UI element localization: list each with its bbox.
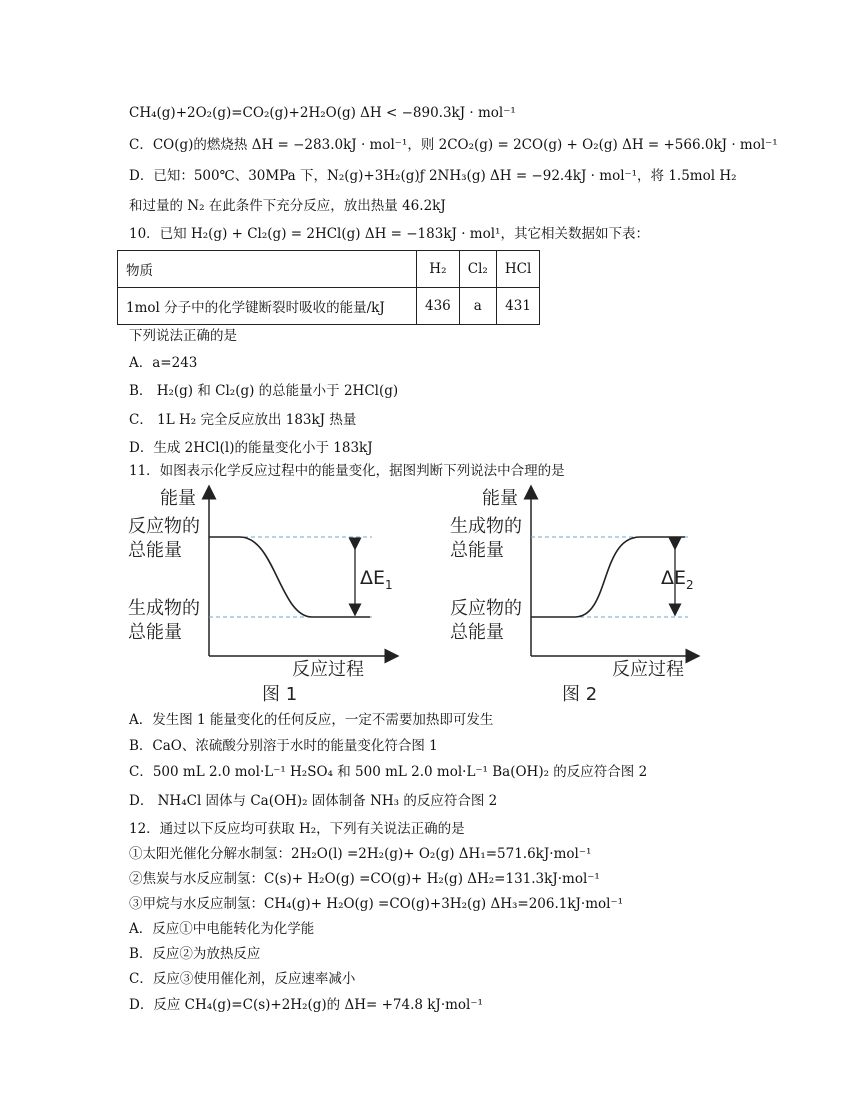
q12-stem: 12．通过以下反应均可获取 H₂，下列有关说法正确的是 — [129, 821, 465, 837]
fig2-lower-label-1: 反应物的 — [450, 598, 522, 619]
table-cell: a — [459, 288, 496, 325]
q9-option-c: C．CO(g)的燃烧热 ΔH = −283.0kJ · mol⁻¹，则 2CO₂(g) = 2CO(g) + O₂(g) ΔH = +566.0kJ · mol⁻¹ — [129, 137, 778, 153]
q11-option-d: D． NH₄Cl 固体与 Ca(OH)₂ 固体制备 NH₃ 的反应符合图 2 — [129, 793, 498, 809]
q12-reaction-3: ③甲烷与水反应制氢：CH₄(g)+ H₂O(g) =CO(g)+3H₂(g) ΔH₃=206.1kJ·mol⁻¹ — [129, 896, 624, 912]
table-header-cell: Cl₂ — [459, 251, 496, 288]
energy-diagrams — [0, 482, 860, 712]
fig2-delta-label: $\Delta E_2$ — [661, 567, 694, 592]
fig1-delta-label: $\Delta E_1$ — [360, 567, 393, 592]
q9-option-d: D．已知：500℃、30MPa 下，N₂(g)+3H₂(g)ƒ 2NH₃(g) ΔH = −92.4kJ · mol⁻¹，将 1.5mol H₂ — [129, 168, 737, 184]
fig1-caption: 图 1 — [262, 684, 298, 705]
fig2-x-label: 反应过程 — [612, 659, 684, 680]
fig1-energy-curve — [209, 537, 370, 617]
table-cell: 431 — [496, 288, 539, 325]
q11-option-c: C．500 mL 2.0 mol·L⁻¹ H₂SO₄ 和 500 mL 2.0 mol·L⁻¹ Ba(OH)₂ 的反应符合图 2 — [129, 764, 648, 780]
q10-option-a: A．a=243 — [129, 355, 198, 371]
table-header-cell: H₂ — [417, 251, 460, 288]
fig1-lower-label-1: 生成物的 — [128, 598, 200, 619]
q9-option-d-continued: 和过量的 N₂ 在此条件下充分反应，放出热量 46.2kJ — [129, 198, 446, 214]
q12-option-a: A．反应①中电能转化为化学能 — [129, 921, 315, 937]
q11-option-a: A．发生图 1 能量变化的任何反应，一定不需要加热即可发生 — [129, 712, 494, 728]
q11-stem: 11．如图表示化学反应过程中的能量变化，据图判断下列说法中合理的是 — [129, 463, 565, 479]
q11-option-b: B．CaO、浓硫酸分别溶于水时的能量变化符合图 1 — [129, 738, 438, 754]
figure-2 — [450, 488, 694, 705]
q12-option-d: D．反应 CH₄(g)=C(s)+2H₂(g)的 ΔH= +74.8 kJ·mol⁻¹ — [129, 997, 483, 1013]
fig2-y-label: 能量 — [482, 488, 518, 509]
q12-reaction-1: ①太阳光催化分解水制氢：2H₂O(l) =2H₂(g)+ O₂(g) ΔH₁=571.6kJ·mol⁻¹ — [129, 846, 592, 862]
fig1-x-label: 反应过程 — [292, 659, 364, 680]
q12-option-c: C．反应③使用催化剂，反应速率减小 — [129, 971, 356, 987]
table-header-cell: HCl — [496, 251, 539, 288]
q12-reaction-2: ②焦炭与水反应制氢：C(s)+ H₂O(g) =CO(g)+ H₂(g) ΔH₂=131.3kJ·mol⁻¹ — [129, 871, 600, 887]
q12-option-b: B．反应②为放热反应 — [129, 946, 261, 962]
q10-option-b: B． H₂(g) 和 Cl₂(g) 的总能量小于 2HCl(g) — [129, 383, 399, 399]
fig2-caption: 图 2 — [562, 684, 598, 705]
table-cell: 1mol 分子中的化学键断裂时吸收的能量/kJ — [118, 288, 417, 325]
fig1-upper-label-2: 总能量 — [128, 540, 182, 561]
bond-energy-table — [117, 250, 540, 325]
q10-option-c: C． 1L H₂ 完全反应放出 183kJ 热量 — [129, 412, 357, 428]
fig1-upper-label-1: 反应物的 — [128, 516, 200, 537]
fig1-lower-label-2: 总能量 — [128, 622, 182, 643]
table-header-cell: 物质 — [118, 251, 417, 288]
table-row — [118, 288, 540, 325]
q10-prompt: 下列说法正确的是 — [129, 328, 237, 344]
fig2-upper-label-1: 生成物的 — [450, 516, 522, 537]
q10-option-d: D．生成 2HCl(l)的能量变化小于 183kJ — [129, 440, 373, 456]
fig2-lower-label-2: 总能量 — [450, 622, 504, 643]
table-header-row — [118, 251, 540, 288]
table-cell: 436 — [417, 288, 460, 325]
q9-option-b-equation: CH₄(g)+2O₂(g)=CO₂(g)+2H₂O(g) ΔH < −890.3kJ · mol⁻¹ — [129, 105, 516, 121]
figure-1 — [128, 488, 393, 705]
fig1-y-label: 能量 — [160, 488, 196, 509]
q10-stem: 10．已知 H₂(g) + Cl₂(g) = 2HCl(g) ΔH = −183kJ · mol¹，其它相关数据如下表： — [129, 226, 649, 242]
fig2-upper-label-2: 总能量 — [450, 540, 504, 561]
